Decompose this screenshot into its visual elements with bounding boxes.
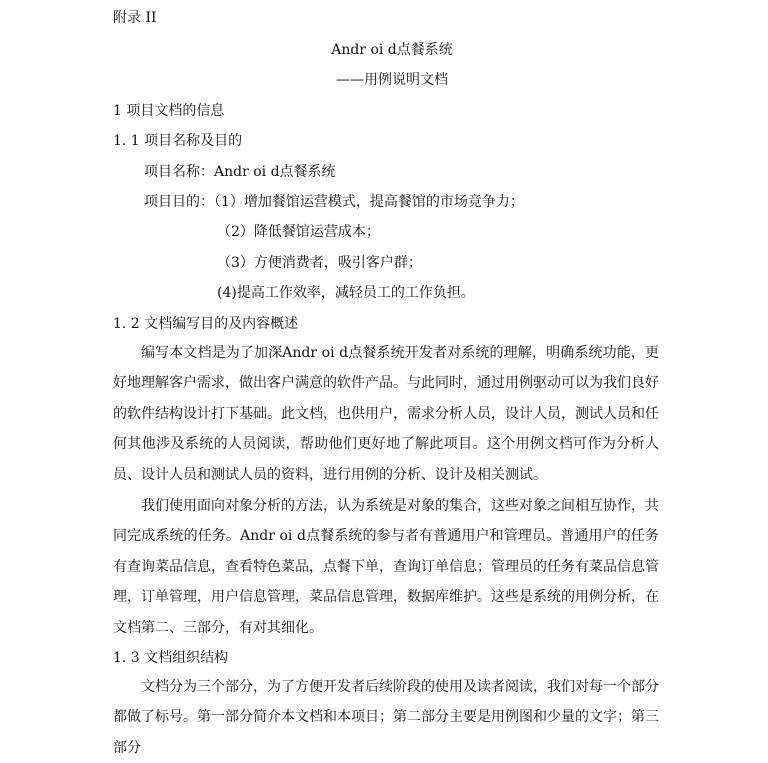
paragraph-analysis: 我们使用面向对象分析的方法，认为系统是对象的集合，这些对象之间相互协作，共同完成系统的任务。Andr oi d点餐系统的参与者有普通用户和管理员。普通用户的任务有查询菜品信息，查看特色菜品，点餐下单，查询订单信息；管理员的任务有菜品信息管理，订单管理，用户信息管理，菜品信息管理，数据库维护。这些是系统的用例分析，在文档第二、三部分，有对其细化。: [113, 498, 659, 636]
document-subtitle: ——用例说明文档: [336, 72, 448, 88]
section-heading-1-1: 1. 1 项目名称及目的: [113, 133, 243, 149]
section-heading-1: 1 项目文档的信息: [113, 103, 225, 119]
project-name-line: 项目名称：Andr oi d点餐系统: [144, 164, 336, 180]
project-goal-line-2: （2）降低餐馆运营成本；: [217, 224, 380, 240]
paragraph-purpose: 编写本文档是为了加深Andr oi d点餐系统开发者对系统的理解，明确系统功能，更好地理解客户需求，做出客户满意的软件产品。与此同时，通过用例驱动可以为我们良好的软件结构设计打下基础。此文档，也供用户，需求分析人员，设计人员，测试人员和任何其他涉及系统的人员阅读，帮助他们更好地了解此项目。这个用例文档可作为分析人员、设计人员和测试人员的资料，进行用例的分析、设计及相关测试。: [113, 345, 659, 483]
paragraph-structure: 文档分为三个部分，为了方便开发者后续阶段的使用及读者阅读，我们对每一个部分都做了标号。第一部分简介本文档和本项目；第二部分主要是用例图和少量的文字；第三部分: [113, 679, 659, 756]
project-goal-line-1: 项目目的：（1）增加餐馆运营模式，提高餐馆的市场竞争力；: [144, 194, 524, 210]
document-title: Andr oi d点餐系统: [331, 42, 453, 58]
appendix-label: 附录 II: [113, 10, 157, 26]
project-goal-line-3: （3）方便消费者，吸引客户群；: [217, 255, 422, 271]
project-goal-line-4: (4)提高工作效率，减轻员工的工作负担。: [217, 285, 475, 301]
section-heading-1-2: 1. 2 文档编写目的及内容概述: [113, 316, 299, 332]
section-heading-1-3: 1. 3 文档组织结构: [113, 650, 229, 666]
